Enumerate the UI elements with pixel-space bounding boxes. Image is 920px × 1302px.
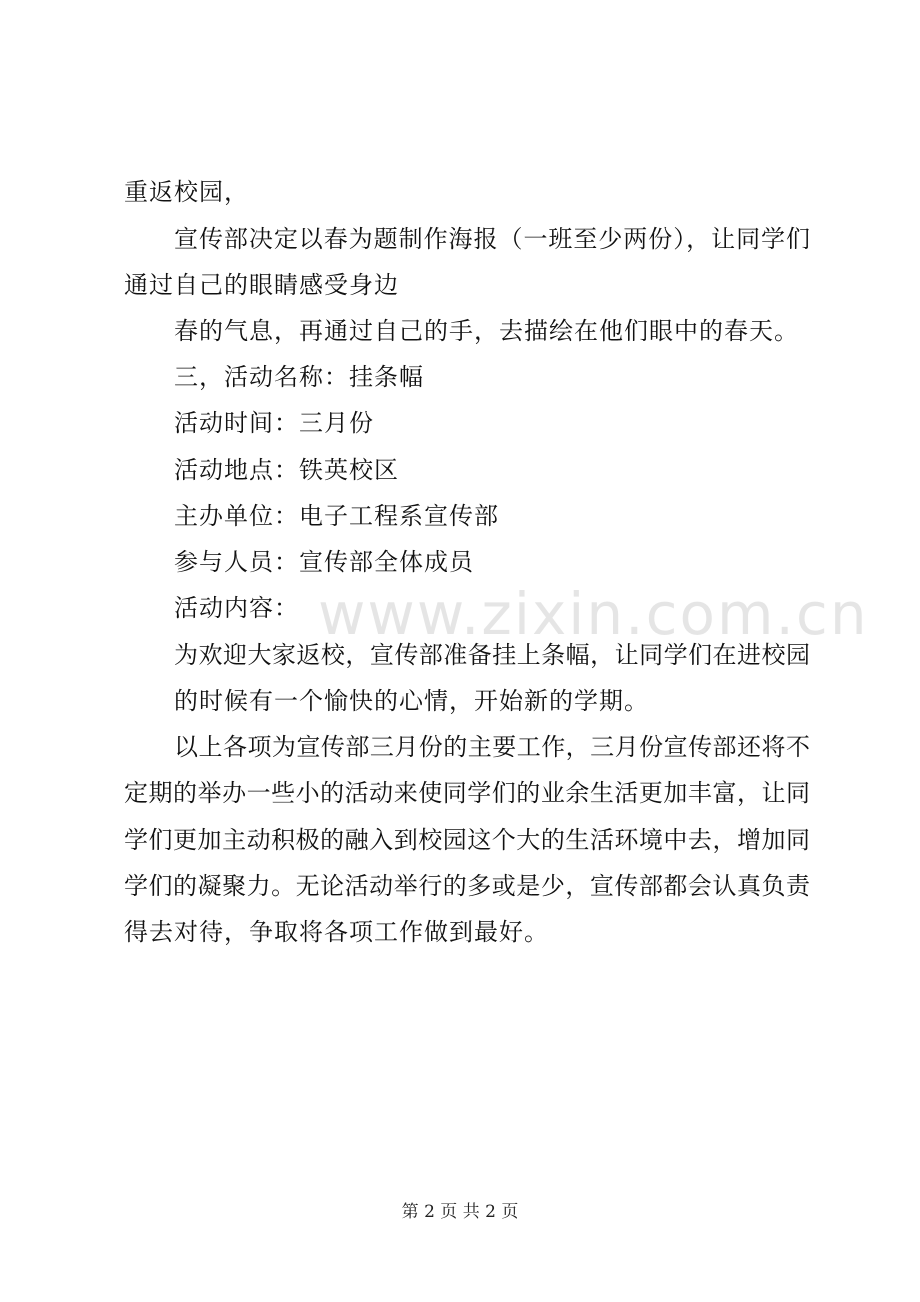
participants: 参与人员：宣传部全体成员 (174, 548, 474, 576)
organizer: 主办单位：电子工程系宣传部 (174, 502, 499, 530)
body-line-3: 通过自己的眼睛感受身边 (124, 271, 399, 299)
body-line-17: 得去对待，争取将各项工作做到最好。 (124, 918, 549, 946)
body-line-16: 学们的凝聚力。无论活动举行的多或是少，宣传部都会认真负责 (124, 872, 810, 900)
body-line-2: 宣传部决定以春为题制作海报（一班至少两份），让同学们 (174, 225, 810, 253)
body-line-15: 学们更加主动积极的融入到校园这个大的生活环境中去，增加同 (124, 826, 810, 854)
body-line-11: 为欢迎大家返校，宣传部准备挂上条幅，让同学们在进校园 (174, 641, 810, 669)
section-heading: 三，活动名称：挂条幅 (174, 363, 424, 391)
body-line-4: 春的气息，再通过自己的手，去描绘在他们眼中的春天。 (174, 317, 799, 345)
activity-time: 活动时间：三月份 (174, 409, 374, 437)
page-footer: 第 2 页 共 2 页 (401, 1202, 519, 1222)
body-line-12: 的时候有一个愉快的心情，开始新的学期。 (174, 687, 649, 715)
body-line-14: 定期的举办一些小的活动来使同学们的业余生活更加丰富，让同 (124, 779, 810, 807)
activity-location: 活动地点：铁英校区 (174, 456, 399, 484)
body-line-13: 以上各项为宣传部三月份的主要工作，三月份宣传部还将不 (174, 733, 810, 761)
activity-content-label: 活动内容： (174, 594, 299, 622)
watermark: www.zixin.com.cn (318, 580, 869, 648)
body-line-1: 重返校园， (124, 178, 249, 206)
